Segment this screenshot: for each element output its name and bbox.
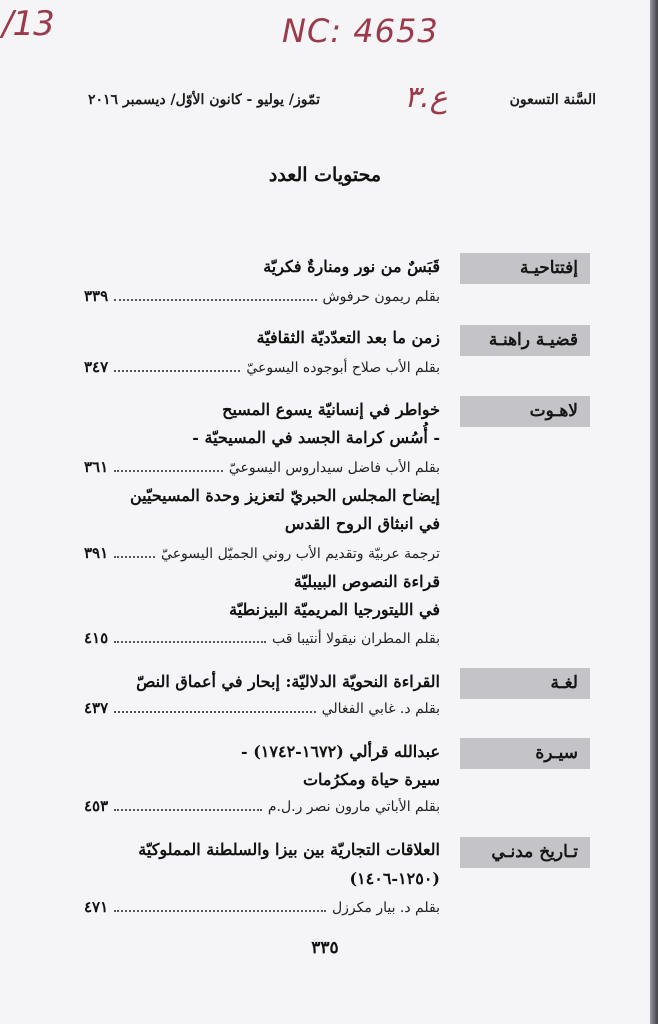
article-author: بقلم الأب فاضل سيداروس اليسوعيّ <box>228 460 440 476</box>
toc-entry-row <box>84 542 440 562</box>
dot-leader <box>114 711 316 713</box>
article-subtitle: في الليتورجيا المريميّة البيزنطيّة <box>229 600 440 619</box>
page-number: ٤٥٣ <box>84 797 109 815</box>
article-title: إيضاح المجلس الحبريّ لتعزيز وحدة المسيحيّين <box>129 486 440 505</box>
article-subtitle: (١٢٥٠-١٤٠٦) <box>349 869 440 888</box>
toc-entry-row <box>84 627 440 647</box>
page-number: ٤٣٧ <box>84 699 109 717</box>
article-author: ترجمة عربيّة وتقديم الأب روني الجميّل اليسوعيّ <box>161 546 440 562</box>
article-author: بقلم الأباتي مارون نصر ر.ل.م <box>267 799 440 815</box>
article-author: بقلم الأب صلاح أبوجوده اليسوعيّ <box>246 360 440 376</box>
article-title: خواطر في إنسانيّة يسوع المسيح <box>222 400 440 419</box>
toc-entry-row <box>84 795 440 815</box>
section-label-biography: سيـرة <box>460 738 590 769</box>
header-date: تمّوز/ يوليو - كانون الأوّل/ ديسمبر ٢٠١٦ <box>88 92 321 108</box>
article-author: بقلم المطران نيقولا أنتيبا قب <box>272 631 440 647</box>
page-number: ٣٣٩ <box>84 287 109 305</box>
page-number: ٤٧١ <box>84 898 109 916</box>
section-label-current-issue: قضيـة راهنـة <box>460 325 590 356</box>
article-subtitle: في انبثاق الروح القدس <box>284 514 440 533</box>
article-title: قَبَسٌ من نور ومنارةٌ فكريّة <box>263 257 440 276</box>
section-label-civil-history: تـاريخ مدنـي <box>460 837 590 868</box>
article-author: بقلم د. غابي الفغالي <box>321 701 440 717</box>
handwritten-corner-mark: /13 <box>2 4 54 44</box>
article-title: قراءة النصوص البيبليّة <box>293 572 440 591</box>
handwritten-issue-number: ع.٣ <box>404 80 448 115</box>
dot-leader <box>114 299 316 301</box>
handwritten-call-number: NC: 4653 <box>282 12 439 50</box>
header-year: السَّنة التسعون <box>509 92 596 108</box>
dot-leader <box>114 809 262 811</box>
toc-entry-row <box>84 285 440 305</box>
article-subtitle: سيرة حياة ومكرُمات <box>302 770 440 789</box>
page-edge-shadow <box>650 0 658 1024</box>
page-number: ٣٤٧ <box>84 358 109 376</box>
toc-entry-row <box>84 697 440 717</box>
toc-entry-row <box>84 896 440 916</box>
dot-leader <box>114 470 223 472</box>
section-label-language: لغـة <box>460 668 590 699</box>
article-author: بقلم د. بيار مكرزل <box>331 900 440 916</box>
article-title: عبدالله قرألي (١٦٧٢-١٧٤٢) - <box>241 742 440 761</box>
article-title: القراءة النحويّة الدلاليّة: إبحار في أعماق النصّ <box>136 672 440 691</box>
dot-leader <box>114 556 155 558</box>
page-number: ٤١٥ <box>84 629 109 647</box>
article-title: العلاقات التجاريّة بين بيزا والسلطنة المملوكيّة <box>138 840 440 859</box>
page-number: ٣٦١ <box>84 458 109 476</box>
article-subtitle: - أُسُس كرامة الجسد في المسيحيّة - <box>192 428 440 447</box>
toc-title: محتويات العدد <box>268 164 382 186</box>
page-folio-number: ٣٣٥ <box>311 938 339 958</box>
article-title: زمن ما بعد التعدّديّة الثقافيّة <box>256 328 440 347</box>
dot-leader <box>114 910 326 912</box>
section-label-editorial: إفتتاحيـة <box>460 253 590 284</box>
toc-entry-row <box>84 456 440 476</box>
toc-entry-row <box>84 356 440 376</box>
dot-leader <box>114 370 240 372</box>
page-number: ٣٩١ <box>84 544 109 562</box>
dot-leader <box>114 641 266 643</box>
article-author: بقلم ريمون حرفوش <box>322 289 440 305</box>
section-label-theology: لاهـوت <box>460 396 590 427</box>
